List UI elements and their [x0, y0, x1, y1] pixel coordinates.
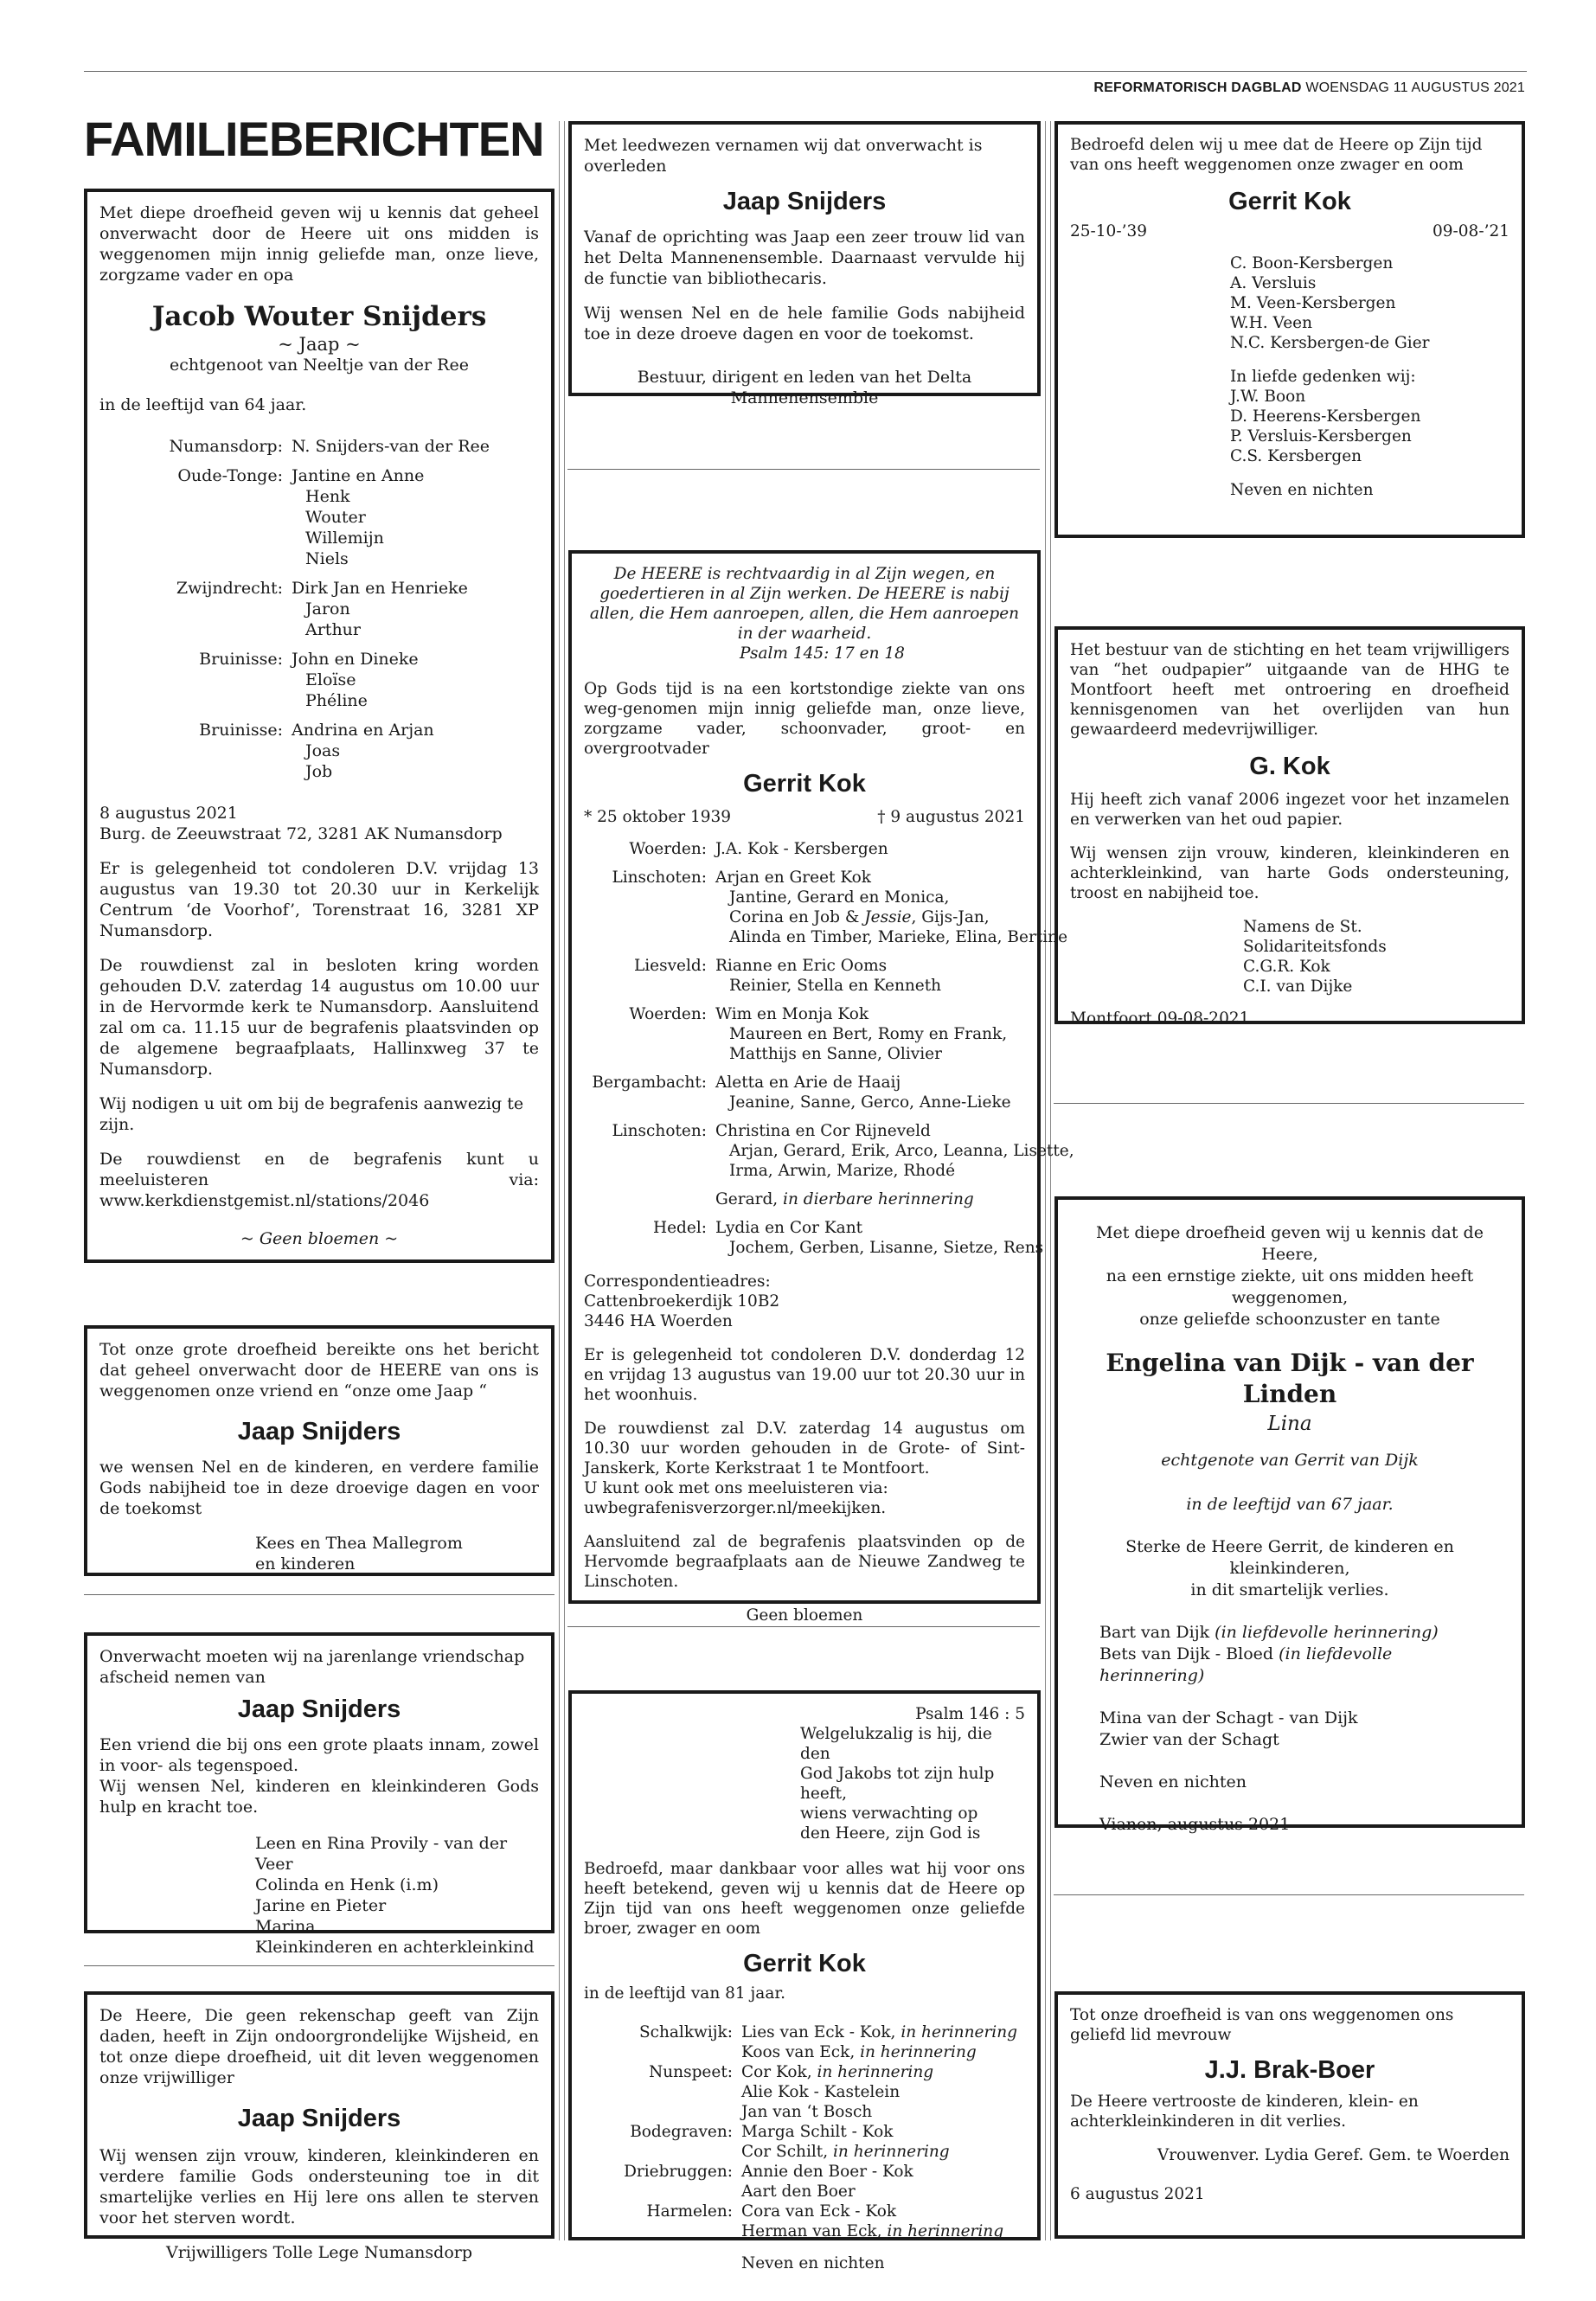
family-member: Matthijs en Sanne, Olivier	[729, 1045, 942, 1063]
death-date: † 9 augustus 2021	[877, 808, 1025, 826]
page-title: FAMILIEBERICHTEN	[84, 112, 544, 166]
family-member: Aart den Boer	[741, 2182, 856, 2201]
family-place: Oude-Tonge:	[177, 466, 283, 485]
family-place: Liesveld:	[633, 957, 707, 975]
obituary-date: 8 augustus 2021	[99, 804, 238, 823]
family-member: Arjan en Greet Kok	[715, 868, 872, 887]
obituary-jaap-delta	[568, 121, 1041, 407]
notice-date: 6 augustus 2021	[1070, 2185, 1205, 2203]
family-member: C. Boon-Kersbergen	[1230, 254, 1394, 272]
family-member: Annie den Boer - Kok	[741, 2163, 913, 2181]
family-member: Jaron	[305, 599, 350, 619]
obituary-intro: Met diepe droefheid geven wij u kennis dat geheel onverwacht door de Heere uit ons midden is weggenomen mijn innig geliefde man, onze lieve, zorgzame vader en opa	[99, 203, 539, 285]
family-place: Nunspeet:	[649, 2063, 733, 2081]
family-list	[584, 839, 1074, 1258]
signer: Jarine en Pieter	[255, 1896, 387, 1915]
obituary-gerrit-kok-siblings	[568, 1690, 1041, 2272]
obituary-intro: Op Gods tijd is na een kortstondige ziekte van ons weg-genomen mijn innig geliefde man, onze lieve, zorgzame vader, schoonvader, groot- en overgrootvader	[584, 680, 1025, 758]
masthead	[1093, 80, 1525, 96]
place-date: Vianen, augustus 2021	[1099, 1815, 1291, 1834]
obituary-intro: Bedroefd delen wij u mee dat de Heere op Zijn tijd van ons heeft weggenomen onze zwager en oom	[1070, 136, 1483, 174]
family-group	[99, 720, 539, 782]
obituary-jaap-tolle-lege	[84, 1991, 554, 2262]
family-member: Herman van Eck, in herinnering	[741, 2222, 1004, 2240]
column-divider	[1050, 121, 1051, 2240]
family-place: Bodegraven:	[630, 2123, 733, 2141]
service-info: De rouwdienst zal D.V. zaterdag 14 augustus om 10.30 uur worden gehouden in de Grote- of Sint-Janskerk, Korte Kerkstraat 1 te Montfoort.	[584, 1420, 1025, 1477]
signer: en kinderen	[255, 1554, 356, 1574]
family-place: Harmelen:	[646, 2202, 733, 2221]
family-member: Mina van der Schagt - van Dijk	[1099, 1708, 1358, 1727]
family-member: Job	[305, 762, 333, 781]
family-place: Bergambacht:	[592, 1074, 707, 1092]
bible-verse: De HEERE is rechtvaardig in al Zijn wegen, en goedertieren in al Zijn werken. De HEERE is nabij allen, die Hem aanroepen, allen, die Hem aanroepen in der waarheid.	[589, 565, 1020, 643]
obituary-jaap-mallegrom	[84, 1325, 554, 1576]
obituary-jj-brak-boer	[1054, 1991, 1525, 2239]
life-dates	[1070, 221, 1509, 241]
intro-line: Met diepe droefheid geven wij u kennis dat de Heere,	[1096, 1223, 1484, 1264]
family-member: Rianne en Eric Ooms	[715, 957, 888, 975]
spouse: echtgenote van Gerrit van Dijk	[1161, 1451, 1419, 1470]
family-place: Bruinisse:	[199, 650, 283, 669]
tribute-text: Een vriend die bij ons een grote plaats innam, zowel in voor- als tegenspoed.	[99, 1735, 539, 1775]
birth-date: * 25 oktober 1939	[584, 808, 732, 826]
separator	[84, 1594, 554, 1595]
family-place: Hedel:	[652, 1219, 707, 1237]
obituary-intro	[1084, 1222, 1496, 1330]
family-member: Irma, Arwin, Marize, Rhodé	[729, 1162, 956, 1180]
paper-name: REFORMATORISCH DAGBLAD	[1093, 80, 1302, 95]
in-memory-line: Gerard, in dierbare herinnering	[715, 1190, 974, 1208]
signers	[1070, 917, 1509, 997]
listen-info: U kunt ook met ons meeluisteren via: uwbegrafenisverzorger.nl/meekijken.	[584, 1479, 888, 1517]
family-member: Andrina en Arjan	[292, 721, 434, 740]
no-flowers-note: Geen bloemen	[746, 1606, 863, 1625]
family-member: Maureen en Bert, Romy en Frank,	[729, 1025, 1008, 1043]
nickname: Lina	[1267, 1413, 1312, 1435]
obituary-intro: Het bestuur van de stichting en het team vrijwilligers van “het oudpapier” uitgaande van de HHG te Montfoort heeft met ontroering en droefheid kennisgenomen van het overlijden van hun gewaardeerd medevrijwilliger.	[1070, 641, 1509, 739]
issue-date: WOENSDAG 11 AUGUSTUS 2021	[1305, 80, 1525, 95]
memory-member: D. Heerens-Kersbergen	[1230, 407, 1421, 426]
family-member: Jantine en Anne	[292, 466, 425, 485]
deceased-name: J.J. Brak-Boer	[1204, 2056, 1375, 2084]
family-place: Woerden:	[629, 840, 707, 858]
family-group	[584, 839, 1025, 859]
condolence-wish: Wij wensen Nel en de hele familie Gods nabijheid toe in deze droeve dagen en voor de toekomst.	[584, 304, 1025, 343]
intro-line: na een ernstige ziekte, uit ons midden heeft weggenomen,	[1106, 1266, 1474, 1307]
family-group	[584, 1073, 1025, 1112]
family-member: Lydia en Cor Kant	[715, 1219, 863, 1237]
tribute-text: Vanaf de oprichting was Jaap een zeer trouw lid van het Delta Mannenensemble. Daarnaast vervulde hij de functie van bibliothecaris.	[584, 228, 1025, 288]
condolence-info: Er is gelegenheid tot condoleren D.V. donderdag 12 en vrijdag 13 augustus van 19.00 uur tot 20.30 uur in het woonhuis.	[584, 1346, 1025, 1404]
signer: C.I. van Dijke	[1243, 977, 1353, 996]
family-place: Numansdorp:	[169, 437, 283, 456]
family-list	[584, 2022, 1025, 2241]
obituary-jaap-provily	[84, 1632, 554, 1957]
signer: Namens de St. Solidariteitsfonds	[1243, 918, 1387, 956]
condolence-info: Er is gelegenheid tot condoleren D.V. vrijdag 13 augustus van 19.30 tot 20.30 uur in Kerkelijk Centrum ‘de Voorhof’, Torenstraat 16, 3281 XP Numansdorp.	[99, 859, 539, 940]
age: in de leeftijd van 81 jaar.	[584, 1984, 786, 2003]
family-group	[99, 465, 539, 569]
family-member: Willemijn	[305, 529, 384, 548]
memory-member: J.W. Boon	[1230, 388, 1306, 406]
family-member: Cor Schilt, in herinnering	[741, 2143, 950, 2161]
obituary-engelina-van-dijk	[1054, 1196, 1525, 1834]
family-member: Alie Kok - Kastelein	[741, 2083, 901, 2101]
strength-wish	[1084, 1536, 1496, 1601]
family-member: Wim en Monja Kok	[715, 1005, 869, 1023]
family-member: J.A. Kok - Kersbergen	[715, 840, 888, 858]
obituary-intro: Bedroefd, maar dankbaar voor alles wat hij voor ons heeft betekend, geven wij u kennis dat de Heere op Zijn tijd van ons heeft weggenomen onze geliefde broer, zwager en oom	[584, 1860, 1025, 1938]
obituary-gerrit-kok-inlaws	[1054, 121, 1525, 538]
family-member: Niels	[305, 549, 349, 568]
deceased-name: G. Kok	[1249, 753, 1330, 780]
deceased-name: Jacob Wouter Snijders	[151, 301, 487, 332]
separator	[567, 469, 1040, 470]
obituary-jacob-snijders	[84, 189, 554, 1263]
home-address: Burg. de Zeeuwstraat 72, 3281 AK Numansdorp	[99, 824, 503, 843]
memory-member: C.S. Kersbergen	[1230, 447, 1362, 465]
family-member: A. Versluis	[1230, 274, 1317, 292]
condolence-wish: Wij wensen zijn vrouw, kinderen, kleinkinderen en verdere familie Gods ondersteuning toe in dit smartelijke verlies en Hij lere ons allen te sterven voor het sterven wordt.	[99, 2146, 539, 2227]
service-info: De rouwdienst zal in besloten kring worden gehouden D.V. zaterdag 14 augustus om 10.00 uur in de Hervormde kerk te Numansdorp. Aansluitend zal om ca. 11.15 uur de begrafenis plaatsvinden op de algemene begraafplaats, Hallinxweg 37 te Numansdorp.	[99, 956, 539, 1079]
obituary-gerrit-kok-family	[568, 550, 1074, 1625]
bible-verse	[584, 1724, 1025, 1843]
verse-line: Welgelukzalig is hij, die den	[800, 1725, 992, 1763]
family-place: Woerden:	[629, 1005, 707, 1023]
correspondence-line: 3446 HA Woerden	[584, 1312, 733, 1330]
family-member: Jeanine, Sanne, Gerco, Anne-Lieke	[729, 1093, 1011, 1112]
family-group	[99, 649, 539, 711]
family-member: Henk	[305, 487, 350, 506]
family-member: Dirk Jan en Henrieke	[292, 579, 468, 598]
family-member: Marga Schilt - Kok	[741, 2123, 894, 2141]
family-place: Linschoten:	[612, 868, 707, 887]
family-group	[584, 2122, 1025, 2162]
signer: Kleinkinderen en achterkleinkind	[255, 1938, 535, 1957]
family-member: Bets van Dijk - Bloed (in liefdevolle herinnering)	[1099, 1644, 1393, 1685]
family-list	[1070, 253, 1509, 500]
closing: Neven en nichten	[741, 2254, 885, 2272]
family-member: Jochem, Gerben, Lisanne, Sietze, Rens	[729, 1239, 1044, 1257]
birth-date: 25-10-’39	[1070, 222, 1148, 240]
family-list	[1084, 1622, 1496, 1836]
family-member: Lies van Eck - Kok, in herinnering	[741, 2023, 1017, 2041]
memory-member: P. Versluis-Kersbergen	[1230, 427, 1412, 445]
signers	[99, 1533, 539, 1574]
signer: Marina	[255, 1917, 316, 1936]
closing: Neven en nichten	[1099, 1772, 1247, 1791]
condolence-wish: Wij wensen zijn vrouw, kinderen, kleinkinderen en achterkleinkind, van harte Gods ondersteuning, troost en nabijheid toe.	[1070, 844, 1509, 902]
closing: Neven en nichten	[1230, 481, 1374, 499]
family-place: Bruinisse:	[199, 721, 283, 740]
family-member: Koos van Eck, in herinnering	[741, 2043, 977, 2061]
family-group	[584, 1121, 1074, 1181]
signers	[99, 1833, 539, 1958]
place-date: Montfoort 09-08-2021	[1070, 1009, 1250, 1028]
obituary-intro: Onverwacht moeten wij na jarenlange vriendschap afscheid nemen van	[99, 1647, 525, 1687]
nickname: ~ Jaap ~	[278, 334, 361, 355]
condolence-wish: we wensen Nel en de kinderen, en verdere familie Gods nabijheid toe in deze droevige dagen en voor de toekomst	[99, 1458, 539, 1518]
separator	[567, 1626, 1040, 1627]
column-divider	[564, 121, 565, 2240]
signer: Leen en Rina Provily - van der Veer	[255, 1834, 508, 1874]
condolence-wish: Wij wensen Nel, kinderen en kleinkinderen Gods hulp en kracht toe.	[99, 1777, 539, 1817]
family-member: Jantine, Gerard en Monica,	[729, 888, 950, 907]
family-member: Reinier, Stella en Kenneth	[729, 977, 942, 995]
burial-info: Aansluitend zal de begrafenis plaatsvinden op de Hervomde begraafplaats aan de Nieuwe Zandweg te Linschoten.	[584, 1533, 1025, 1591]
family-member: Zwier van der Schagt	[1099, 1730, 1279, 1749]
no-flowers-note: ~ Geen bloemen ~	[240, 1229, 399, 1248]
listen-info: De rouwdienst en de begrafenis kunt u meeluisteren via: www.kerkdienstgemist.nl/stations/2046	[99, 1150, 539, 1210]
signer: Vrouwenver. Lydia Geref. Gem. te Woerden	[1157, 2146, 1509, 2164]
family-member: Joas	[305, 741, 341, 760]
column-divider	[1045, 121, 1046, 2240]
family-group	[584, 868, 1068, 947]
family-member: Aletta en Arie de Haaij	[715, 1074, 901, 1092]
family-member: Alinda en Timber, Marieke, Elina, Bertine	[729, 928, 1068, 946]
obituary-intro: Tot onze grote droefheid bereikte ons het bericht dat geheel onverwacht door de HEERE van ons is weggenomen onze vriend en “onze ome Jaap “	[99, 1340, 539, 1400]
family-group	[584, 2062, 1025, 2122]
header-rule	[84, 71, 1527, 72]
family-member: Wouter	[305, 508, 366, 527]
deceased-name: Jaap Snijders	[237, 1695, 401, 1723]
family-member: W.H. Veen	[1230, 314, 1313, 332]
age: in de leeftijd van 67 jaar.	[1186, 1495, 1394, 1514]
deceased-name: Jaap Snijders	[237, 1418, 401, 1445]
wish-line: Sterke de Heere Gerrit, de kinderen en kleinkinderen,	[1125, 1537, 1454, 1578]
family-group	[584, 1218, 1044, 1258]
family-group	[584, 2162, 1025, 2202]
age: in de leeftijd van 64 jaar.	[99, 395, 307, 414]
signer: Colinda en Henk (i.m)	[255, 1875, 439, 1894]
family-member: M. Veen-Kersbergen	[1230, 294, 1396, 312]
verse-line: den Heere, zijn God is	[800, 1824, 981, 1843]
family-place: Zwijndrecht:	[176, 579, 283, 598]
family-group	[584, 956, 1025, 996]
intro-line: onze geliefde schoonzuster en tante	[1139, 1310, 1440, 1329]
tribute-text: Hij heeft zich vanaf 2006 ingezet voor het inzamelen en verwerken van het oud papier.	[1070, 791, 1509, 829]
condolence-wish: De Heere vertrooste de kinderen, klein- en achterkleinkinderen in dit verlies.	[1070, 2093, 1419, 2131]
separator	[1054, 1894, 1524, 1895]
invitation: Wij nodigen u uit om bij de begrafenis aanwezig te zijn.	[99, 1094, 524, 1134]
family-member: Bart van Dijk (in liefdevolle herinnering)	[1099, 1623, 1439, 1642]
separator	[1054, 1103, 1524, 1104]
verse-reference: Psalm 145: 17 en 18	[740, 644, 905, 663]
family-member: Corina en Job & Jessie, Gijs-Jan,	[729, 908, 990, 926]
family-place: Schalkwijk:	[638, 2023, 733, 2041]
family-group	[99, 578, 539, 640]
obituary-intro: De Heere, Die geen rekenschap geeft van Zijn daden, heeft in Zijn ondoorgrondelijke Wijsheid, en tot onze diepe droefheid, uit dit leven weggenomen onze vrijwilliger	[99, 2006, 539, 2087]
family-member: Cor Kok, in herinnering	[741, 2063, 934, 2081]
family-member: Christina en Cor Rijneveld	[715, 1122, 931, 1140]
family-member: Phéline	[305, 691, 368, 710]
deceased-name: Gerrit Kok	[743, 770, 866, 798]
family-list	[99, 436, 539, 782]
deceased-name: Gerrit Kok	[743, 1950, 866, 1977]
verse-line: wiens verwachting op	[800, 1804, 978, 1823]
family-member: N. Snijders-van der Ree	[292, 437, 490, 456]
correspondence-label: Correspondentieadres:	[584, 1272, 771, 1291]
life-dates	[584, 807, 1025, 827]
signer: Bestuur, dirigent en leden van het Delta Mannenensemble	[637, 368, 972, 407]
spouse: echtgenoot van Neeltje van der Ree	[170, 356, 469, 375]
family-member: John en Dineke	[292, 650, 419, 669]
family-member: Arthur	[305, 620, 361, 639]
obituary-intro: Tot onze droefheid is van ons weggenomen ons geliefd lid mevrouw	[1070, 2006, 1454, 2044]
family-group	[99, 436, 539, 457]
family-member: Cora van Eck - Kok	[741, 2202, 897, 2221]
correspondence-line: Cattenbroekerdijk 10B2	[584, 1292, 780, 1311]
memory-label: In liefde gedenken wij:	[1230, 368, 1416, 386]
verse-line: God Jakobs tot zijn hulp heeft,	[800, 1765, 995, 1803]
verse-reference: Psalm 146 : 5	[915, 1705, 1025, 1723]
family-place: Driebruggen:	[624, 2163, 733, 2181]
family-group	[584, 1004, 1025, 1064]
deceased-name: Jaap Snijders	[722, 188, 887, 215]
column-divider	[559, 121, 560, 2240]
death-date: 09-08-’21	[1432, 222, 1509, 240]
family-group	[584, 2022, 1025, 2062]
signer: C.G.R. Kok	[1243, 958, 1330, 976]
obituary-g-kok-oudpapier	[1054, 626, 1525, 1028]
signer: Kees en Thea Mallegrom	[255, 1534, 463, 1553]
deceased-name: Jaap Snijders	[237, 2105, 401, 2132]
family-member: Arjan, Gerard, Erik, Arco, Leanna, Lisette,	[729, 1142, 1074, 1160]
deceased-name: Gerrit Kok	[1228, 188, 1351, 215]
signer: Vrijwilligers Tolle Lege Numansdorp	[165, 2243, 473, 2262]
deceased-name: Engelina van Dijk - van der Linden	[1106, 1349, 1474, 1408]
family-member: N.C. Kersbergen-de Gier	[1230, 334, 1430, 352]
separator	[84, 1965, 554, 1966]
family-member: Jan van ‘t Bosch	[741, 2103, 873, 2121]
obituary-intro: Met leedwezen vernamen wij dat onverwacht is overleden	[584, 136, 983, 176]
family-place: Linschoten:	[612, 1122, 707, 1140]
family-member: Eloïse	[305, 670, 356, 689]
family-group	[584, 2202, 1025, 2241]
wish-line: in dit smartelijk verlies.	[1190, 1580, 1389, 1599]
